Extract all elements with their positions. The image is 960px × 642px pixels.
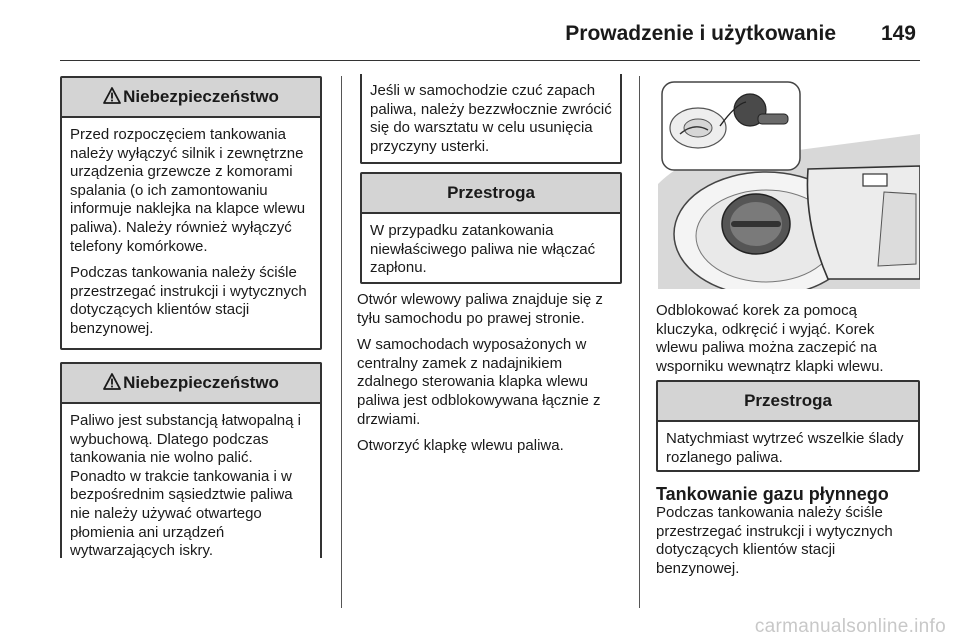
- continued-warning-box: [360, 74, 622, 164]
- caution-text: Natychmiast wytrzeć wszelkie ślady rozlanego paliwa.: [666, 430, 904, 466]
- caution-text: W przypadku zatankowania niewłaściwego paliwa nie włączać zapłonu.: [370, 222, 596, 277]
- warning-box-heading: [62, 78, 320, 118]
- caution-box-wrong-fuel: [360, 172, 622, 284]
- warning-box-body: [62, 118, 320, 351]
- warning-box-flammable: [60, 362, 322, 558]
- body-paragraph: Otworzyć klapkę wlewu paliwa.: [357, 437, 564, 455]
- warning-paragraph: Paliwo jest substancją łatwopalną i wybuchową. Dlatego podczas tankowania nie wolno palić. Ponadto w trakcie tankowania i w bezpośrednim sąsiedztwie paliwa nie należy używać otwartego płomienia ani urządzeń wytwarzających iskry.: [70, 412, 301, 560]
- middle-body-text: [357, 291, 619, 464]
- caution-box-spilled-fuel: [656, 380, 920, 472]
- warning-box-engine-off: [60, 76, 322, 350]
- continued-warning-body: [362, 74, 620, 168]
- warning-box-body: [62, 404, 320, 573]
- caution-box-heading: Przestroga: [658, 382, 918, 422]
- warning-paragraph: Podczas tankowania należy ściśle przestrzegać instrukcji i wytycznych dotyczących klientów stacji benzynowej.: [70, 264, 307, 337]
- warning-heading-text: Niebezpieczeństwo: [123, 87, 279, 106]
- body-paragraph: W samochodach wyposażonych w centralny zamek z nadajnikiem zdalnego sterowania klapka wlewu paliwa jest odblokowywana łącznie z drzwiami.: [357, 336, 601, 428]
- warning-triangle-icon: [103, 87, 121, 104]
- body-paragraph: Otwór wlewowy paliwa znajduje się z tyłu samochodu po prawej stronie.: [357, 291, 603, 327]
- continued-warning-text: Jeśli w samochodzie czuć zapach paliwa, należy bezzwłocznie zwrócić się do warsztatu w celu usunięcia przyczyny usterki.: [370, 82, 612, 155]
- fuel-filler-illustration: [658, 74, 920, 289]
- column-divider-1: [341, 76, 342, 608]
- lpg-section: [656, 484, 920, 586]
- caution-box-body: [362, 214, 620, 290]
- page-number: 149: [880, 22, 916, 45]
- page-title: Prowadzenie i użytkowanie: [565, 22, 836, 45]
- body-paragraph: Odblokować korek za pomocą kluczyka, odkręcić i wyjąć. Korek wlewu paliwa można zaczepić na wsporniku wewnątrz klapki wlewu.: [656, 302, 884, 375]
- warning-triangle-icon: [103, 373, 121, 390]
- caution-box-heading: Przestroga: [362, 174, 620, 214]
- caution-box-body: [658, 422, 918, 479]
- section-heading: Tankowanie gazu płynnego: [656, 484, 889, 504]
- section-text: Podczas tankowania należy ściśle przestrzegać instrukcji i wytycznych dotyczących klientów stacji benzynowej.: [656, 504, 893, 577]
- page-header: [60, 14, 920, 61]
- column-divider-2: [639, 76, 640, 608]
- watermark: carmanualsonline.info: [754, 616, 946, 637]
- right-body-text: [656, 302, 920, 384]
- warning-paragraph: Przed rozpoczęciem tankowania należy wyłączyć silnik i zewnętrzne urządzenia grzewcze z komorami spalania (o ich zamontowaniu informuje naklejka na klapce wlewu paliwa). Należy również wyłączyć telefony komórkowe.: [70, 126, 306, 255]
- warning-box-heading: [62, 364, 320, 404]
- fuel-filler-drawing: [658, 74, 920, 289]
- warning-heading-text: Niebezpieczeństwo: [123, 373, 279, 392]
